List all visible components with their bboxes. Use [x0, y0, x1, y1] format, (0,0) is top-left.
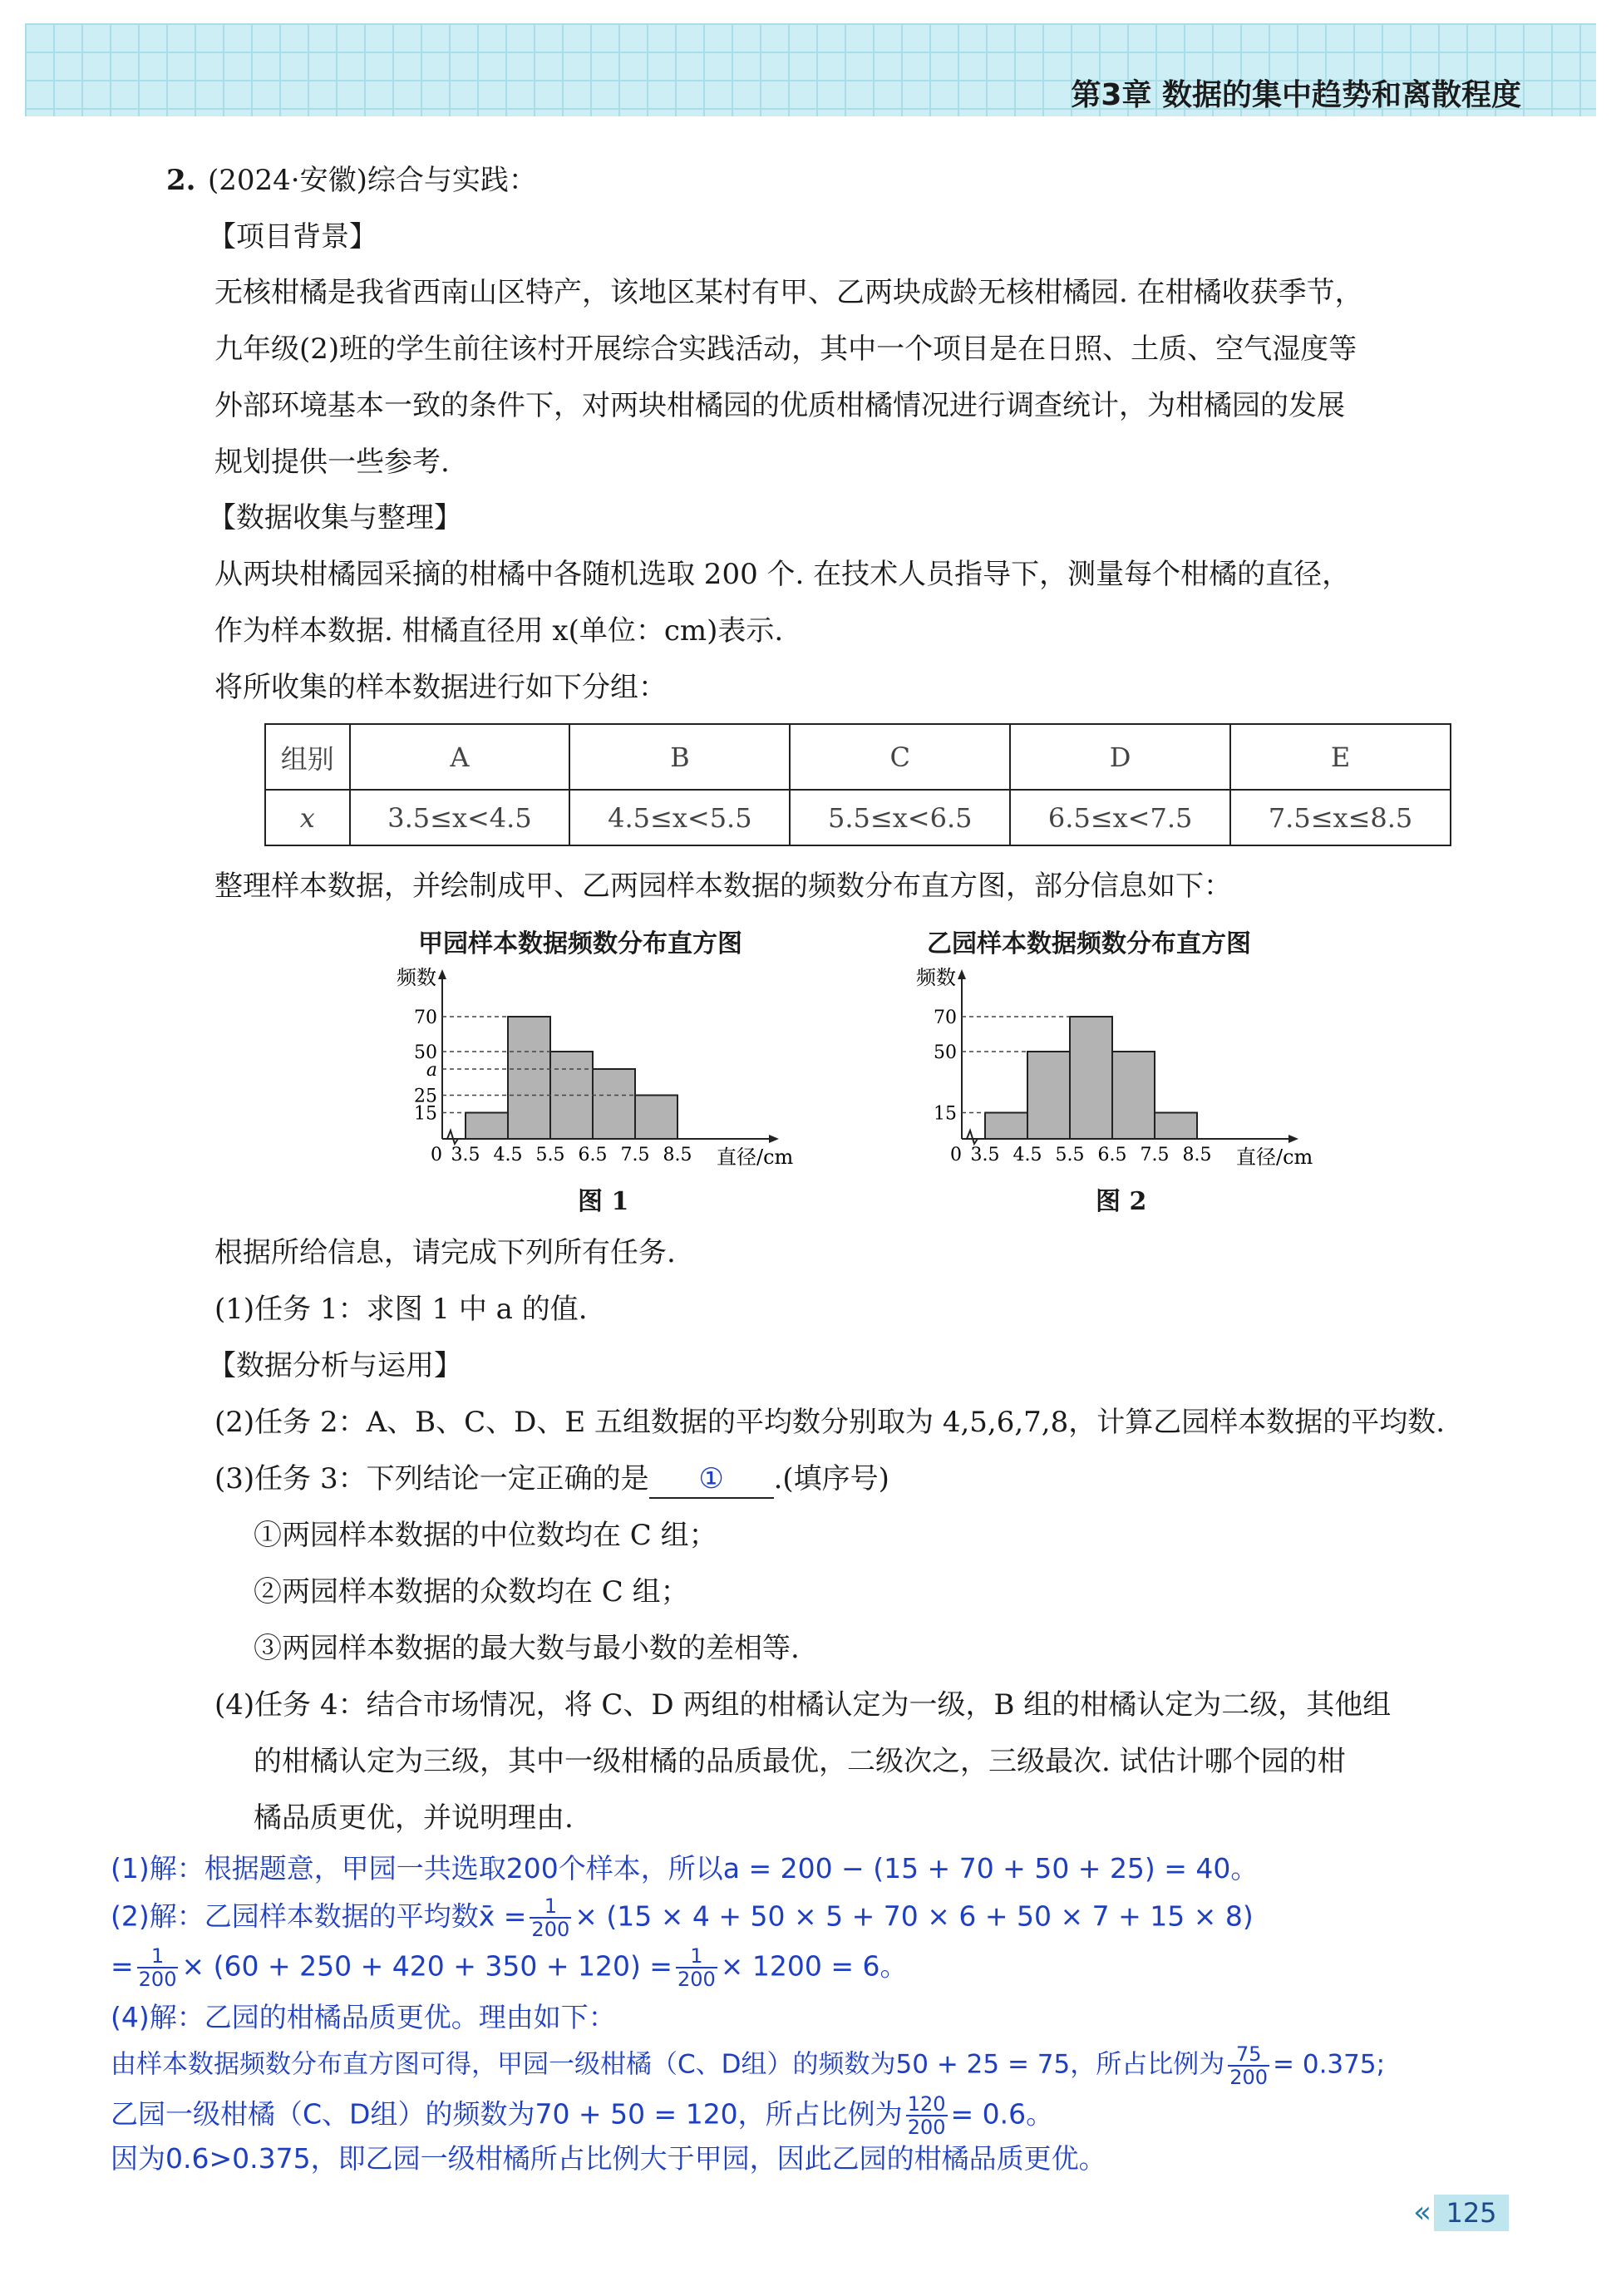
fraction	[676, 1945, 717, 1990]
question-3-text: (3)任务 3：下列结论一定正确的是	[214, 1462, 649, 1495]
answer-2	[111, 1895, 1254, 1940]
section-heading: 【项目背景】	[208, 220, 377, 254]
paragraph-line: 九年级(2)班的学生前往该村开展综合实践活动，其中一个项目是在日照、土质、空气湿度等	[214, 333, 1357, 366]
y-axis-label: 频数	[916, 966, 956, 989]
question-1: (1)任务 1：求图 1 中 a 的值.	[214, 1293, 588, 1326]
answer-2-text: × (15 × 4 + 50 × 5 + 70 × 6 + 50 × 7 + 15 × 8)	[574, 1899, 1254, 1933]
histogram-bar	[593, 1069, 635, 1139]
paragraph-line: 规划提供一些参考.	[214, 446, 450, 479]
y-tick-label: 15	[414, 1103, 437, 1125]
fraction-denominator: 200	[907, 2116, 946, 2139]
table-cell: 4.5≤x<5.5	[569, 790, 790, 845]
histogram-bar	[985, 1113, 1027, 1140]
histogram-chart-2	[902, 964, 1351, 1180]
fraction-denominator: 200	[138, 1968, 177, 1991]
table-cell: 6.5≤x<7.5	[1010, 790, 1230, 845]
chapter-title: 第3章 数据的集中趋势和离散程度	[1071, 78, 1521, 112]
fraction-numerator: 1	[137, 1945, 179, 1968]
x-tick-label: 6.5	[578, 1145, 608, 1165]
problem-source: (2024·安徽)综合与实践：	[208, 164, 537, 197]
x-tick-label: 3.5	[451, 1145, 480, 1165]
y-tick-label: 15	[934, 1103, 957, 1125]
fraction	[1228, 2043, 1269, 2088]
y-tick-label: 50	[414, 1042, 437, 1063]
histogram-bar	[466, 1113, 508, 1140]
question-4: (4)任务 4：结合市场情况，将 C、D 两组的柑橘认定为一级，B 组的柑橘认定为二级，其他组	[214, 1688, 1392, 1722]
x-tick-label: 8.5	[1182, 1145, 1212, 1165]
y-tick-label: a	[426, 1060, 437, 1081]
table-cell: A	[350, 724, 570, 790]
figure-label-1: 图 1	[578, 1187, 629, 1216]
question-3-hint: .(填序号)	[773, 1462, 889, 1495]
y-axis-arrow	[438, 969, 446, 979]
x-tick-label: 6.5	[1097, 1145, 1127, 1165]
option-3: ③两园样本数据的最大数与最小数的差相等.	[254, 1632, 800, 1665]
x-tick-label: 8.5	[663, 1145, 692, 1165]
paragraph-line: 将所收集的样本数据进行如下分组：	[214, 671, 667, 704]
histogram-bar	[1112, 1052, 1155, 1139]
question-3	[214, 1461, 889, 1499]
answer-4-text: 乙园一级柑橘（C、D组）的频数为70 + 50 = 120，所占比例为	[111, 2097, 903, 2131]
x-tick-label: 3.5	[970, 1145, 1000, 1165]
paragraph-line: 无核柑橘是我省西南山区特产，该地区某村有甲、乙两块成龄无核柑橘园. 在柑橘收获季节，	[214, 276, 1363, 309]
y-tick-label: 70	[934, 1008, 957, 1028]
x-tick-label: 4.5	[1013, 1145, 1042, 1165]
answer-2-cont	[111, 1945, 908, 1990]
y-tick-label: 50	[934, 1042, 957, 1063]
fraction	[137, 1945, 179, 1990]
paragraph-line: 外部环境基本一致的条件下，对两块柑橘园的优质柑橘情况进行调查统计，为柑橘园的发展	[214, 389, 1345, 422]
problem-number: 2.	[166, 164, 196, 197]
x-axis-label: 直径/cm	[1236, 1146, 1313, 1169]
fraction-denominator: 200	[677, 1968, 716, 1991]
answer-2-text: × 1200 = 6。	[720, 1949, 908, 1983]
paragraph-line: 从两块柑橘园采摘的柑橘中各随机选取 200 个. 在技术人员指导下，测量每个柑橘的直径，	[214, 558, 1351, 591]
answer-4-line: 因为0.6>0.375，即乙园一级柑橘所占比例大于甲园，因此乙园的柑橘品质更优。	[111, 2142, 1106, 2175]
histogram-chart-1	[382, 964, 831, 1180]
y-axis-arrow	[958, 969, 966, 979]
option-2: ②两园样本数据的众数均在 C 组；	[254, 1575, 689, 1609]
table-cell: x	[265, 790, 350, 845]
y-axis-label: 频数	[397, 966, 436, 989]
x-tick-label: 7.5	[1140, 1145, 1170, 1165]
fraction-numerator: 75	[1228, 2043, 1269, 2067]
histogram-bar	[1155, 1113, 1197, 1140]
axis-break	[447, 1131, 458, 1144]
x-tick-label: 4.5	[493, 1145, 523, 1165]
paragraph-line: 根据所给信息，请完成下列所有任务.	[214, 1236, 676, 1269]
table-cell: 7.5≤x≤8.5	[1230, 790, 1451, 845]
fraction-denominator: 200	[531, 1918, 570, 1941]
option-1: ①两园样本数据的中位数均在 C 组；	[254, 1519, 717, 1552]
answer-2-text: (2)解：乙园样本数据的平均数x̄ =	[111, 1899, 527, 1933]
table-cell: C	[790, 724, 1010, 790]
question-4-line: 的柑橘认定为三级，其中一级柑橘的品质最优，二级次之，三级最次. 试估计哪个园的柑	[254, 1745, 1346, 1778]
table-cell: D	[1010, 724, 1230, 790]
x-axis-arrow	[1288, 1135, 1298, 1143]
answer-4-text: = 0.375;	[1273, 2049, 1386, 2080]
question-4-line: 橘品质更优，并说明理由.	[254, 1801, 574, 1835]
histogram-bar	[508, 1017, 550, 1139]
x-tick-label: 5.5	[1055, 1145, 1085, 1165]
answer-2-text: =	[111, 1949, 134, 1983]
answer-4-text: 由样本数据频数分布直方图可得，甲园一级柑橘（C、D组）的频数为50 + 25 = 75，所占比例为	[111, 2049, 1225, 2080]
histogram-bar	[1070, 1017, 1112, 1139]
chevron-left-icon: «	[1413, 2195, 1432, 2229]
x-tick-label: 5.5	[535, 1145, 565, 1165]
table-cell: 5.5≤x<6.5	[790, 790, 1010, 845]
y-tick-label: 25	[414, 1086, 437, 1107]
table-row	[265, 724, 1451, 790]
x-axis-arrow	[769, 1135, 779, 1143]
group-table	[264, 723, 1451, 846]
fraction-denominator: 200	[1229, 2066, 1269, 2089]
section-heading: 【数据收集与整理】	[208, 501, 462, 535]
table-row	[265, 790, 1451, 845]
fraction-numerator: 1	[676, 1945, 717, 1968]
x-axis-label: 直径/cm	[717, 1146, 794, 1169]
fraction-numerator: 120	[907, 2092, 946, 2116]
answer-4-line	[111, 2093, 1053, 2138]
page-header	[25, 23, 1596, 116]
paragraph-line: 作为样本数据. 柑橘直径用 x(单位：cm)表示.	[214, 614, 784, 648]
page-number: 125	[1434, 2195, 1509, 2231]
answer-2-text: × (60 + 250 + 420 + 350 + 120) =	[181, 1949, 673, 1983]
paragraph-line: 整理样本数据，并绘制成甲、乙两园样本数据的频数分布直方图，部分信息如下：	[214, 870, 1232, 903]
question-2: (2)任务 2：A、B、C、D、E 五组数据的平均数分别取为 4,5,6,7,8，计算乙园样本数据的平均数.	[214, 1406, 1446, 1439]
table-cell: E	[1230, 724, 1451, 790]
fraction	[530, 1895, 571, 1940]
y-tick-label: 70	[414, 1008, 437, 1028]
histogram-bar	[635, 1096, 677, 1140]
chart2-title: 乙园样本数据频数分布直方图	[927, 929, 1251, 958]
axis-break	[967, 1131, 978, 1144]
table-cell: 组别	[265, 724, 350, 790]
answer-blank[interactable]: ①	[649, 1461, 774, 1499]
fraction	[906, 2093, 948, 2138]
table-cell: B	[569, 724, 790, 790]
table-cell: 3.5≤x<4.5	[350, 790, 570, 845]
x-tick-label: 7.5	[620, 1145, 650, 1165]
fraction-numerator: 1	[530, 1895, 571, 1919]
answer-1: (1)解：根据题意，甲园一共选取200个样本，所以a = 200 − (15 + 70 + 50 + 25) = 40。	[111, 1852, 1259, 1885]
section-heading: 【数据分析与运用】	[208, 1349, 462, 1382]
origin-label: 0	[431, 1145, 442, 1165]
origin-label: 0	[950, 1145, 962, 1165]
histogram-bar	[1027, 1052, 1070, 1139]
answer-4-line	[111, 2043, 1385, 2088]
figure-label-2: 图 2	[1096, 1187, 1147, 1216]
answer-4: (4)解：乙园的柑橘品质更优。理由如下：	[111, 2001, 616, 2033]
answer-4-text: = 0.6。	[950, 2097, 1054, 2131]
chart1-title: 甲园样本数据频数分布直方图	[418, 929, 742, 958]
